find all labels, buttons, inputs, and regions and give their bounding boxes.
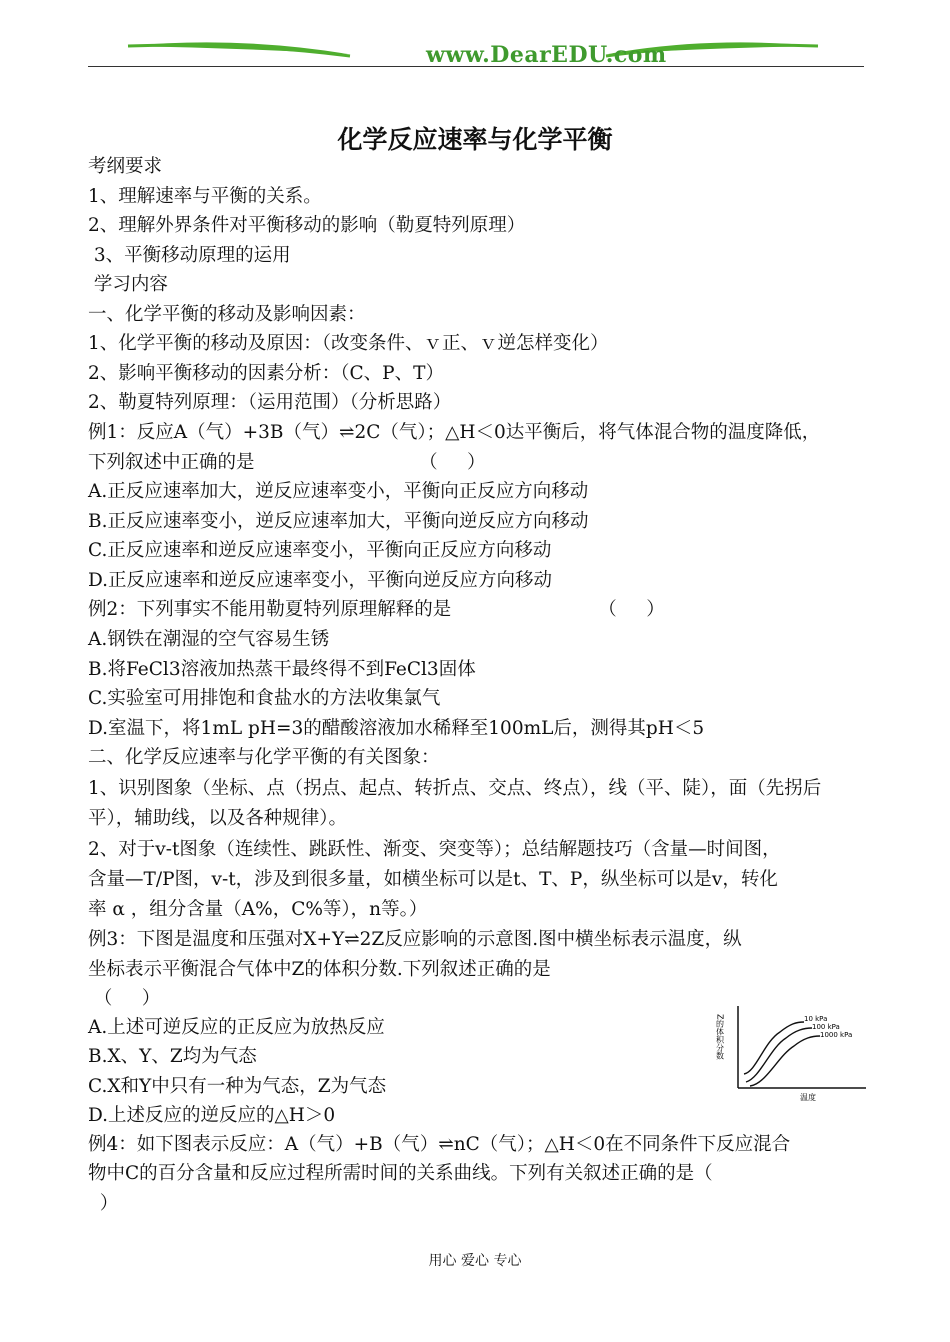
text-line: 2、影响平衡移动的因素分析：（C、P、T） (88, 363, 444, 384)
example-1-question: 例1：反应A（气）+3B（气）⇌2C（气）；△H＜0达平衡后，将气体混合物的温度降低， (88, 422, 821, 443)
example-1-question: 下列叙述中正确的是 （ ） (88, 452, 486, 473)
text-line: 2、理解外界条件对平衡移动的影响（勒夏特列原理） (88, 215, 526, 236)
text-line: 含量—T/P图，v-t，涉及到很多量，如横坐标可以是t、T、P，纵坐标可以是v，转化 (88, 869, 778, 890)
curve-label: 100 kPa (812, 1023, 840, 1031)
option-b: B.X、Y、Z均为气态 (88, 1046, 257, 1067)
example-3-question: 例3：下图是温度和压强对X+Y⇌2Z反应影响的示意图.图中横坐标表示温度，纵 (88, 929, 742, 950)
text-line: 3、平衡移动原理的运用 (88, 245, 291, 266)
text-line: 1、识别图象（坐标、点（拐点、起点、转折点、交点、终点），线（平、陡），面（先拐后 (88, 778, 822, 799)
option-d: D.上述反应的逆反应的△H＞0 (88, 1105, 336, 1126)
option-c: C.实验室可用排饱和食盐水的方法收集氯气 (88, 688, 441, 709)
text-line: 平），辅助线，以及各种规律）。 (88, 808, 348, 829)
text-line: 2、勒夏特列原理：（运用范围）（分析思路） (88, 392, 452, 413)
text-line: 率 α ，组分含量（A%，C%等），n等。） (88, 899, 428, 920)
option-a: A.上述可逆反应的正反应为放热反应 (88, 1017, 385, 1038)
section-heading: 二、化学反应速率与化学平衡的有关图象： (88, 747, 440, 768)
option-b: B.正反应速率变小，逆反应速率加大，平衡向逆反应方向移动 (88, 511, 589, 532)
option-a: A.正反应速率加大，逆反应速率变小，平衡向正反应方向移动 (88, 481, 589, 502)
curve-label: 10 kPa (804, 1015, 828, 1023)
example-2-question: 例2：下列事实不能用勒夏特列原理解释的是 （ ） (88, 599, 665, 620)
answer-bracket: （ ） (88, 988, 161, 1009)
page-title: 化学反应速率与化学平衡 (337, 125, 613, 154)
site-header (88, 28, 864, 70)
option-c: C.X和Y中只有一种为气态，Z为气态 (88, 1076, 387, 1097)
option-a: A.钢铁在潮湿的空气容易生锈 (88, 629, 330, 650)
option-c: C.正反应速率和逆反应速率变小，平衡向正反应方向移动 (88, 540, 552, 561)
text-line: 学习内容 (88, 274, 168, 295)
graph-y-label: Z的体积分数 (716, 1014, 725, 1060)
text-line: 1、化学平衡的移动及原因：（改变条件、ｖ正、ｖ逆怎样变化） (88, 333, 609, 354)
site-name[interactable]: www.DearEDU.com (426, 42, 667, 68)
option-d: D.室温下，将1mL pH=3的醋酸溶液加水稀释至100mL后，测得其pH＜5 (88, 718, 705, 739)
text-line: 2、对于v-t图象（连续性、跳跃性、渐变、突变等）；总结解题技巧（含量—时间图， (88, 839, 781, 860)
option-b: B.将FeCl3溶液加热蒸干最终得不到FeCl3固体 (88, 659, 476, 680)
temperature-pressure-graph (716, 1002, 876, 1112)
option-d: D.正反应速率和逆反应速率变小，平衡向逆反应方向移动 (88, 570, 553, 591)
page-footer: 用心 爱心 专心 (428, 1253, 522, 1269)
curve-label: 1000 kPa (820, 1031, 853, 1039)
graph-figure (716, 1002, 876, 1112)
text-line: ） (88, 1193, 119, 1214)
text-line: 1、理解速率与平衡的关系。 (88, 186, 322, 207)
example-3-question: 坐标表示平衡混合气体中Z的体积分数.下列叙述正确的是 (88, 959, 551, 980)
example-4-question: 例4：如下图表示反应：A（气）+B（气）⇌nC（气）；△H＜0在不同条件下反应混合 (88, 1134, 791, 1155)
header-rule (88, 66, 864, 67)
graph-x-label: 温度 (800, 1093, 816, 1102)
example-4-question: 物中C的百分含量和反应过程所需时间的关系曲线。下列有关叙述正确的是（ (88, 1163, 713, 1184)
text-line: 考纲要求 (88, 156, 163, 177)
section-heading: 一、化学平衡的移动及影响因素： (88, 304, 366, 325)
